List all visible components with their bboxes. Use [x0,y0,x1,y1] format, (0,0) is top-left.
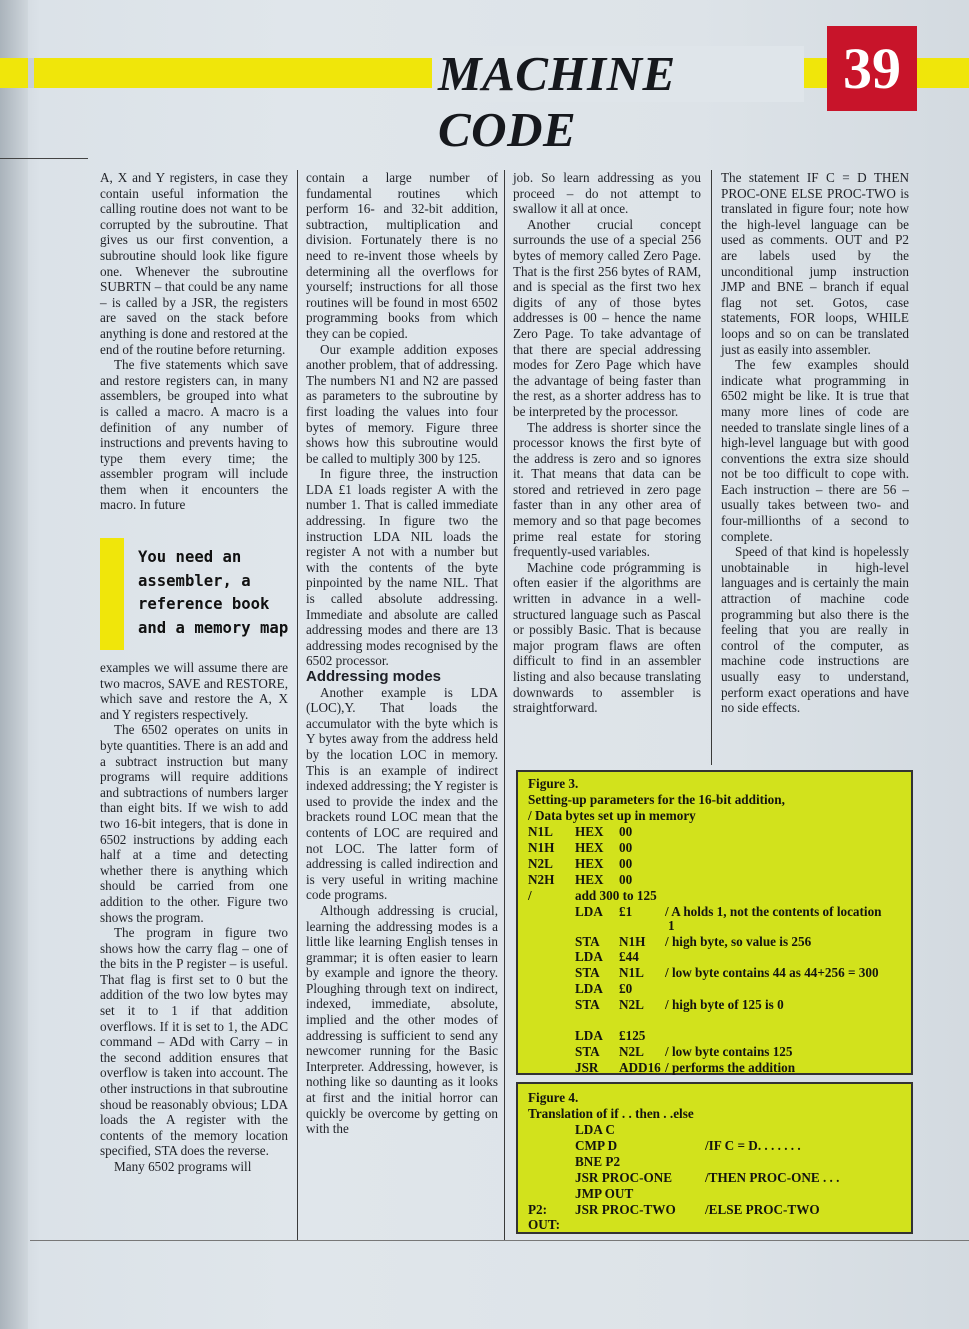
paragraph: The program in figure two shows how the carry flag – one of the bits in the P register – is useful. That flag is first set to 0 but the addition of the two low bytes may set it to 1 if that addition overflows. If it is set to 1, the ADC command – ADd with Carry – in the second addition ensures that overflow is taken into account. The other instructions in that subroutine shoud be reasonably obvious; LDA loads the A register with the contents of the memory location specified, STA does the reverse. [100,925,288,1159]
pull-quote-line: You need an [138,548,242,566]
code-op: LDA [575,1028,603,1043]
code-op: BNE P2 [575,1154,621,1169]
figure-title: Figure 4. [528,1090,579,1105]
column-divider [711,170,712,765]
pull-quote [100,538,290,650]
code-arg: £125 [619,1028,646,1043]
code-arg: 00 [619,824,633,839]
code-arg: £44 [619,949,639,964]
figure-3-box [516,770,913,1075]
bottom-rule [30,1240,969,1241]
code-comment: 1 [668,918,675,933]
code-arg: £0 [619,981,633,996]
paragraph: job. So learn addressing as you proceed – do not attempt to swallow it all at once. [513,170,701,217]
figure-4-box [516,1082,913,1234]
paragraph: The statement IF C = D THEN PROC-ONE ELSE PROC-TWO is translated in figure four; note how the high-level language can be used as comments. OUT and P2 are labels used by the unconditional jump instruction JMP and BNE – branch if equal flag not set. Gotos, case statements, FOR loops, WHILE loops and so on can be translated just as easily into assembler. [721,170,909,357]
code-arg: 00 [619,856,633,871]
paragraph: contain a large number of fundamental routines which perform 16- and 32-bit addition, subtraction, multiplication and division. Fortunately there is no need to re-invent those wheels by determining all the overflows for yourself; instructions for all those routines will be found in most 6502 programming books from which they can be copied. [306,170,498,341]
figure-caption: / Data bytes set up in memory [528,808,696,823]
code-comment: / A holds 1, not the contents of location [665,904,882,919]
figure-title: Figure 3. [528,776,579,791]
header-band-gap [28,58,34,88]
code-comment: /THEN PROC-ONE . . . [705,1170,840,1185]
pull-quote-line: assembler, a [138,571,251,590]
page-spine [0,0,28,1329]
column-1-bottom [100,660,288,1175]
code-op: LDA [575,981,603,996]
paragraph: examples we will assume there are two macros, SAVE and RESTORE, which save and restore the A, X and Y registers respectively. [100,660,288,722]
code-label: N1H [528,840,555,855]
code-arg: N2L [619,1044,644,1059]
paragraph: The few examples should indicate what programming in 6502 might be like. It is true that many more lines of code are needed to translate single lines of a high-level language but with good conventions the extra size should not be too difficult to cope with. Each instruction – there are 56 – usually takes between two- and four-millionths of a second to complete. [721,357,909,544]
code-arg: N1H [619,934,646,949]
column-3 [513,170,701,716]
pull-quote-line: reference book [138,595,270,613]
code-op: STA [575,997,600,1012]
paragraph: Our example addition exposes another problem, that of addressing. The numbers N1 and N2 are passed as parameters to the subroutine by first loading the values into four bytes of memory. Figure three shows how this subroutine would be called to multiply 300 by 125. [306,341,498,466]
code-arg: 00 [619,840,633,855]
code-label: N2L [528,856,553,871]
code-label: / [528,888,532,903]
paragraph: Although addressing is crucial, learning the addressing modes is a little like learning English tenses in grammar; it is often easier to learn by example and ignore the theory. Ploughing through text on indirect, indexed, immediate, absolute, implied and the other modes of addressing is sufficient to send any newcomer running for the Basic Interpreter. Addressing, however, is nothing like so daunting as it looks at first and the initial horror can quickly be overcome by getting on with the [306,902,498,1137]
code-arg: N1L [619,965,644,980]
code-op: JSR [575,1060,599,1075]
paragraph: Machine code prógramming is often easier if the algorithms are written in advance in a well-structured language such as Pascal or possibly Basic. That is because major program flaws are often difficult to find in an assembler listing and also because translating downwards to assembler is straightforward. [513,559,701,716]
page-title: MACHINE CODE [432,46,804,102]
figure-caption: Setting-up parameters for the 16-bit addition, [528,792,785,807]
code-op: add 300 to 125 [575,888,657,903]
paragraph: Another crucial concept surrounds the use of a special 256 bytes of memory called Zero Page. That is the first 256 bytes of RAM, and is special as the first two hex digits of any of those bytes addresses is 00 – hence the name Zero Page. To take advantage of that there are special addressing modes for Zero Page which have the advantage of being faster than the rest, as a shorter address has to be interpreted by the processor. [513,216,701,419]
code-op: JMP OUT [575,1186,634,1201]
figure-caption: Translation of if . . then . .else [528,1106,694,1121]
code-op: HEX [575,840,604,855]
paragraph: A, X and Y registers, in case they contain useful information the calling routine does not want to be corrupted by the subroutine. That gives us our first convention, a subroutine should look like figure one. Whenever the subroutine SUBRTN – that could be any name – is called by a JSR, the registers are saved on the stack before anything is done and restored at the end of the routine before returning. [100,170,288,357]
code-arg: 00 [619,872,633,887]
code-op: HEX [575,872,604,887]
code-comment: / low byte contains 125 [665,1044,793,1059]
code-op: JSR PROC-ONE [575,1170,673,1185]
column-divider [297,170,298,1240]
code-comment: / high byte of 125 is 0 [665,997,784,1012]
pull-quote-line: and a memory map [138,618,289,637]
code-op: LDA [575,904,603,919]
header-rule [0,158,88,159]
code-label: P2: [528,1202,548,1217]
paragraph: The 6502 operates on units in byte quantities. There is an add and a subtract instruction but many programs will require additions and subtractions of numbers larger than eight bits. If we wish to add two 16-bit integers, that is done in 6502 instructions by adding each half at a time and detecting whether there is anything which should be carried from one addition to the other. Figure two shows the program. [100,722,288,925]
pull-quote-bar [100,538,124,650]
paragraph: Speed of that kind is hopelessly unobtainable in high-level languages and is certainly the main attraction of machine code programming but also there is the feeling that you are really in control of the computer, as machine code instructions are usually easy to understand, perform exact operations and have no side effects. [721,544,909,716]
code-op: LDA [575,949,603,964]
column-4 [721,170,909,716]
section-heading: Addressing modes [306,668,442,685]
code-label: N1L [528,824,553,839]
column-divider [504,170,505,1240]
pull-quote-text [138,546,293,640]
code-comment: / performs the addition [665,1060,796,1075]
code-op: LDA C [575,1122,615,1137]
code-op: STA [575,965,600,980]
code-op: HEX [575,856,604,871]
code-comment: /IF C = D. . . . . . . [705,1138,801,1153]
column-1-top [100,170,288,513]
code-op: JSR PROC-TWO [575,1202,676,1217]
code-op: STA [575,1044,600,1059]
paragraph: Another example is LDA (LOC),Y. That loads the accumulator with the byte which is Y bytes away from the address held by the location LOC in memory. This is an example of indirect indexed addressing; the Y register is used to provide the index and the brackets round LOC mean that the contents of LOC are required and not LOC. The latter form of addressing is called indirection and is very useful in writing machine code programs. [306,684,498,903]
paragraph: In figure three, the instruction LDA £1 loads register A with the number 1. That is called immediate addressing. In figure two the instruction LDA NIL loads the register A not with a number but with the contents of the byte pinpointed by the name NIL. That is called absolute addressing. Immediate and absolute are called addressing modes and there are 13 addressing modes recognised by the 6502 processor. [306,466,498,669]
paragraph: The address is shorter since the processor knows the first byte of the address is zero and so ignores it. That means that data can be stored and retrieved in zero page faster than in any other area of memory and so that page becomes prime real estate for storing frequently-used variables. [513,419,701,560]
code-comment: /ELSE PROC-TWO [705,1202,820,1217]
code-comment: / low byte contains 44 as 44+256 = 300 [665,965,879,980]
page-number: 39 [827,26,917,111]
code-label: OUT: [528,1217,560,1232]
paragraph: The five statements which save and restore registers can, in many assemblers, be grouped into what is called a macro. A macro is a definition of any number of instructions and prevents having to type them every time; the assembler program will include them when it encounters the macro. In future [100,357,288,513]
code-arg: N2L [619,997,644,1012]
code-op: STA [575,934,600,949]
code-arg: ADD16 [619,1060,661,1075]
code-comment: / high byte, so value is 256 [665,934,812,949]
code-arg: £1 [619,904,633,919]
column-2 [306,170,498,1137]
code-op: HEX [575,824,604,839]
code-op: CMP D [575,1138,618,1153]
paragraph: Many 6502 programs will [114,1159,252,1174]
code-label: N2H [528,872,555,887]
